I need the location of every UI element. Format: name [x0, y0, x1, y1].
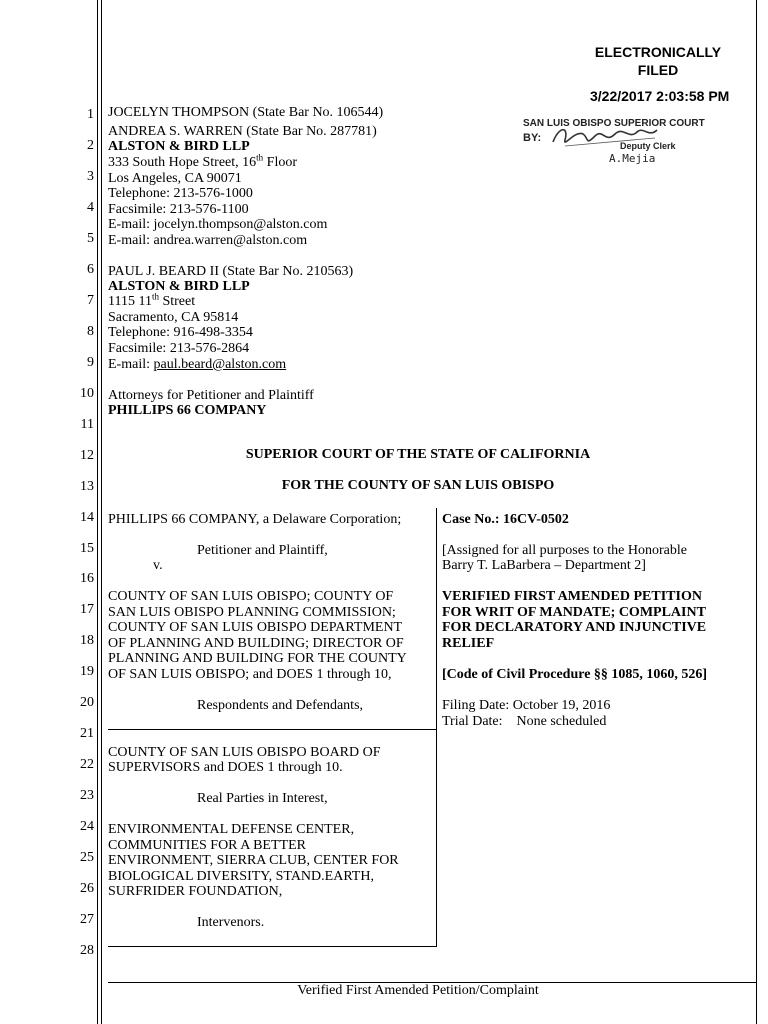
- attorney-email: E-mail: andrea.warren@alston.com: [108, 233, 308, 248]
- real-parties-role: Real Parties in Interest,: [197, 791, 328, 806]
- line-number: 15: [80, 541, 94, 556]
- email-link[interactable]: paul.beard@alston.com: [153, 357, 287, 372]
- line-number: 4: [87, 200, 94, 215]
- line-number: 11: [80, 417, 94, 432]
- court-stamp-clerk: A.Mejia: [609, 152, 656, 165]
- respondent-line: PLANNING AND BUILDING FOR THE COUNTY: [108, 651, 407, 666]
- line-number: 25: [80, 850, 94, 865]
- line-number: 24: [80, 819, 94, 834]
- line-number: 10: [80, 386, 94, 401]
- versus: v.: [153, 558, 163, 573]
- intervenors-role: Intervenors.: [197, 915, 265, 930]
- line-number: 12: [80, 448, 94, 463]
- line-number: 3: [87, 169, 94, 184]
- assignment-line: [Assigned for all purposes to the Honorable: [442, 543, 687, 558]
- firm-name: ALSTON & BIRD LLP: [108, 279, 250, 294]
- line-number: 19: [80, 664, 94, 679]
- attorney-email-row: [108, 357, 286, 372]
- court-stamp-by: BY:: [523, 132, 542, 144]
- line-number: 21: [80, 726, 94, 741]
- firm-address: 1115 11th Street: [108, 291, 196, 309]
- line-number: 22: [80, 757, 94, 772]
- firm-city: Los Angeles, CA 90071: [108, 171, 242, 186]
- intervenor-line: COMMUNITIES FOR A BETTER: [108, 838, 306, 853]
- respondent-line: SAN LUIS OBISPO PLANNING COMMISSION;: [108, 605, 396, 620]
- stamp-datetime: 3/22/2017 2:03:58 PM: [590, 88, 730, 104]
- line-number: 18: [80, 633, 94, 648]
- line-number: 8: [87, 324, 94, 339]
- footer-title: Verified First Amended Petition/Complaint: [297, 983, 539, 998]
- caption-divider: [108, 729, 436, 730]
- firm-fax: Facsimile: 213-576-2864: [108, 341, 250, 356]
- petitioner-role: Petitioner and Plaintiff,: [197, 543, 328, 558]
- firm-phone: Telephone: 916-498-3354: [108, 325, 253, 340]
- right-margin-rule: [756, 0, 757, 1024]
- line-number: 1: [87, 107, 94, 122]
- caption-separator: [436, 508, 437, 947]
- attorney-name: JOCELYN THOMPSON (State Bar No. 106544): [108, 105, 384, 120]
- line-number: 17: [80, 602, 94, 617]
- line-number: 5: [87, 231, 94, 246]
- line-number: 7: [87, 293, 94, 308]
- document-title-line: VERIFIED FIRST AMENDED PETITION: [442, 589, 702, 604]
- real-party-line: COUNTY OF SAN LUIS OBISPO BOARD OF: [108, 745, 381, 760]
- case-number: Case No.: 16CV-0502: [442, 512, 569, 527]
- court-stamp-name: SAN LUIS OBISPO SUPERIOR COURT: [523, 118, 705, 129]
- attorney-name: PAUL J. BEARD II (State Bar No. 210563): [108, 264, 354, 279]
- document-title-line: RELIEF: [442, 636, 495, 651]
- respondent-line: OF PLANNING AND BUILDING; DIRECTOR OF: [108, 636, 404, 651]
- respondent-line: COUNTY OF SAN LUIS OBISPO DEPARTMENT: [108, 620, 403, 635]
- line-number: 9: [87, 355, 94, 370]
- attorneys-for-label: Attorneys for Petitioner and Plaintiff: [108, 388, 314, 403]
- line-number: 13: [80, 479, 94, 494]
- document-title-line: FOR WRIT OF MANDATE; COMPLAINT: [442, 605, 706, 620]
- line-number: 26: [80, 881, 94, 896]
- respondent-line: OF SAN LUIS OBISPO; and DOES 1 through 10,: [108, 667, 392, 682]
- firm-city: Sacramento, CA 95814: [108, 310, 239, 325]
- respondents-role: Respondents and Defendants,: [197, 698, 364, 713]
- line-number: 28: [80, 943, 94, 958]
- stamp-filed: FILED: [637, 62, 679, 78]
- court-heading: SUPERIOR COURT OF THE STATE OF CALIFORNIA: [245, 447, 591, 462]
- attorney-name: ANDREA S. WARREN (State Bar No. 287781): [108, 124, 377, 139]
- email-label: E-mail:: [108, 357, 150, 372]
- line-number: 6: [87, 262, 94, 277]
- line-number: 20: [80, 695, 94, 710]
- intervenor-line: ENVIRONMENT, SIERRA CLUB, CENTER FOR: [108, 853, 399, 868]
- document-title-line: FOR DECLARATORY AND INJUNCTIVE: [442, 620, 707, 635]
- line-number: 27: [80, 912, 94, 927]
- line-number: 14: [80, 510, 94, 525]
- trial-date: Trial Date: None scheduled: [442, 714, 607, 729]
- stamp-electronically: ELECTRONICALLY: [594, 44, 722, 60]
- real-party-line: SUPERVISORS and DOES 1 through 10.: [108, 760, 343, 775]
- caption-bottom-rule: [108, 946, 436, 947]
- line-number: 23: [80, 788, 94, 803]
- left-margin-rule-1: [97, 0, 98, 1024]
- firm-address: 333 South Hope Street, 16th Floor: [108, 152, 298, 170]
- attorney-email: E-mail: jocelyn.thompson@alston.com: [108, 217, 328, 232]
- petitioner-name: PHILLIPS 66 COMPANY, a Delaware Corporation;: [108, 512, 402, 527]
- line-number: 16: [80, 571, 94, 586]
- client-name: PHILLIPS 66 COMPANY: [108, 403, 267, 418]
- code-citation: [Code of Civil Procedure §§ 1085, 1060, 526]: [442, 667, 708, 682]
- firm-fax: Facsimile: 213-576-1100: [108, 202, 249, 217]
- line-number: 2: [87, 138, 94, 153]
- intervenor-line: SURFRIDER FOUNDATION,: [108, 884, 283, 899]
- assignment-line: Barry T. LaBarbera – Department 2]: [442, 558, 646, 573]
- respondent-line: COUNTY OF SAN LUIS OBISPO; COUNTY OF: [108, 589, 394, 604]
- left-margin-rule-2: [101, 0, 102, 1024]
- firm-phone: Telephone: 213-576-1000: [108, 186, 253, 201]
- firm-name: ALSTON & BIRD LLP: [108, 139, 250, 154]
- intervenor-line: ENVIRONMENTAL DEFENSE CENTER,: [108, 822, 355, 837]
- court-stamp-deputy: Deputy Clerk: [620, 141, 676, 151]
- intervenor-line: BIOLOGICAL DIVERSITY, STAND.EARTH,: [108, 869, 374, 884]
- county-heading: FOR THE COUNTY OF SAN LUIS OBISPO: [281, 478, 555, 493]
- filing-date: Filing Date: October 19, 2016: [442, 698, 611, 713]
